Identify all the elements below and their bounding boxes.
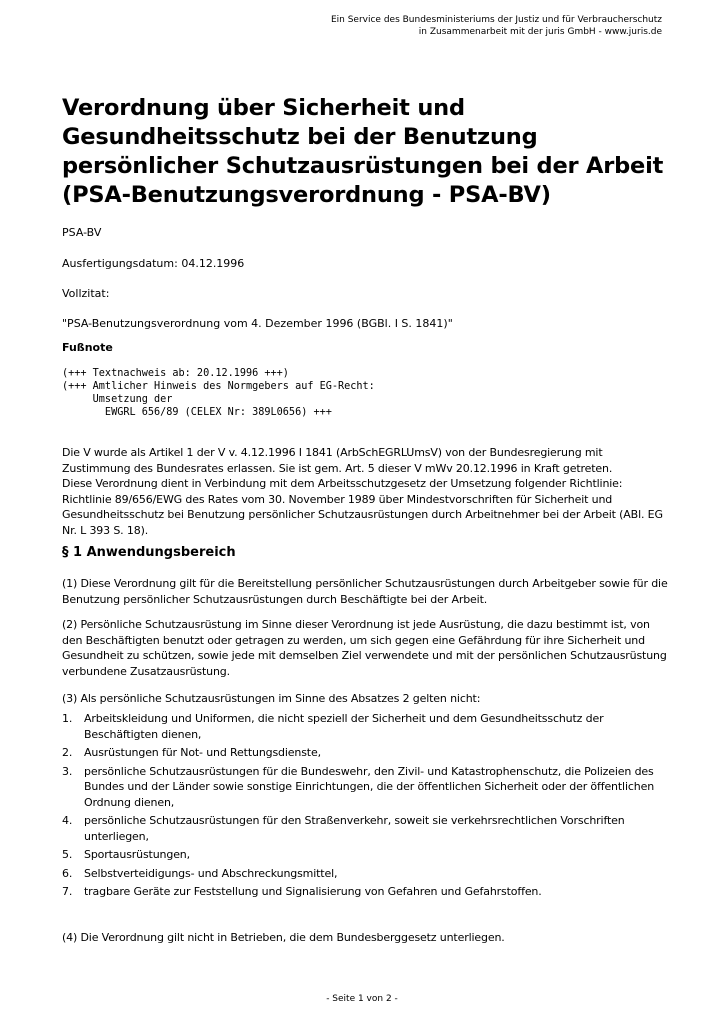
list-item	[62, 711, 670, 742]
service-line-2: in Zusammenarbeit mit der juris GmbH - www.juris.de	[418, 27, 662, 37]
paragraph-block	[62, 930, 670, 946]
section-heading: § 1 Anwendungsbereich	[62, 545, 236, 560]
paragraph-4: (4) Die Verordnung gilt nicht in Betrieben, die dem Bundesberggesetz unterliegen.	[62, 931, 505, 944]
ausfertigungsdatum: Ausfertigungsdatum: 04.12.1996	[62, 257, 245, 270]
list-item-text: persönliche Schutzausrüstungen für die Bundeswehr, den Zivil- und Katastrophenschutz, die Polizeien des Bundes und der Länder sowie sonstige Einrichtungen, die der öffentlichen Sicherheit oder der öffentlichen Ordnung dienen,	[84, 764, 655, 809]
paragraph-block	[62, 617, 670, 679]
list-item-text: Selbstverteidigungs- und Abschreckungsmittel,	[84, 866, 338, 880]
service-notice	[331, 14, 662, 38]
intro-block	[62, 445, 670, 538]
exclusion-list	[62, 711, 670, 903]
list-item	[62, 884, 670, 900]
paragraph-1: (1) Diese Verordnung gilt für die Bereitstellung persönlicher Schutzausrüstungen durch Arbeitgeber sowie für die Benutzung persönlicher Schutzausrüstungen durch Beschäftigte bei der Arbeit.	[62, 577, 668, 606]
fussnote-text: (+++ Textnachweis ab: 20.12.1996 +++) (+++ Amtlicher Hinweis des Normgebers auf EG-Recht: Umsetzung der EWGRL 656/89 (CELEX Nr: 389L0656) +++	[62, 368, 375, 418]
paragraph-3: (3) Als persönliche Schutzausrüstungen im Sinne des Absatzes 2 gelten nicht:	[62, 692, 481, 705]
list-item	[62, 764, 670, 811]
intro-paragraph-2: Diese Verordnung dient in Verbindung mit dem Arbeitsschutzgesetz der Umsetzung folgender Richtlinie: Richtlinie 89/656/EWG des Rates vom 30. November 1989 über Mindestvorschriften für Sicherheit und Gesundheitsschutz bei Benutzung persönlicher Schutzausrüstungen durch Arbeitnehmer bei der Arbeit (ABl. EG Nr. L 393 S. 18).	[62, 477, 663, 537]
list-item-number: 7.	[62, 885, 73, 898]
paragraph-2: (2) Persönliche Schutzausrüstung im Sinne dieser Verordnung ist jede Ausrüstung, die dazu bestimmt ist, von den Beschäftigten benutzt oder getragen zu werden, um sich gegen eine Gefährdung für ihre Sicherheit und Gesundheit zu schützen, sowie jede mit demselben Ziel verwendete und mit der persönlichen Schutzausrüstung verbundene Zusatzausrüstung.	[62, 618, 667, 678]
paragraph-block	[62, 576, 670, 607]
list-item	[62, 745, 670, 761]
vollzitat-label: Vollzitat:	[62, 287, 110, 300]
list-item-number: 6.	[62, 866, 73, 880]
paragraph-block	[62, 691, 670, 707]
list-item	[62, 847, 670, 863]
service-line-1: Ein Service des Bundesministeriums der Justiz und für Verbraucherschutz	[330, 15, 662, 25]
page-number: - Seite 1 von 2 -	[326, 994, 398, 1004]
abbreviation: PSA-BV	[62, 226, 102, 239]
list-item-number: 1.	[62, 712, 73, 725]
list-item-text: Arbeitskleidung und Uniformen, die nicht speziell der Sicherheit und dem Gesundheitsschutz der Beschäftigten dienen,	[84, 712, 604, 741]
section-1-heading-block	[62, 545, 670, 560]
list-item	[62, 813, 670, 844]
list-item-text: persönliche Schutzausrüstungen für den Straßenverkehr, soweit sie verkehrsrechtlichen Vorschriften unterliegen,	[84, 814, 625, 843]
document-title: Verordnung über Sicherheit und Gesundheitsschutz bei der Benutzung persönlicher Schutzausrüstungen bei der Arbeit (PSA-Benutzungsverordnung - PSA-BV)	[62, 95, 664, 208]
list-item-text: tragbare Geräte zur Feststellung und Signalisierung von Gefahren und Gefahrstoffen.	[84, 885, 542, 898]
list-item-number: 5.	[62, 848, 73, 861]
vollzitat: "PSA-Benutzungsverordnung vom 4. Dezember 1996 (BGBl. I S. 1841)"	[62, 317, 453, 330]
list-item-number: 4.	[62, 814, 73, 827]
list-item-text: Sportausrüstungen,	[84, 848, 190, 861]
list-item-number: 2.	[62, 746, 73, 759]
fussnote-label: Fußnote	[62, 341, 113, 354]
list-item-text: Ausrüstungen für Not- und Rettungsdienste,	[84, 746, 321, 759]
fussnote-block	[62, 367, 670, 419]
list-item	[62, 866, 670, 882]
intro-paragraph-1: Die V wurde als Artikel 1 der V v. 4.12.1996 I 1841 (ArbSchEGRLUmsV) von der Bundesregierung mit Zustimmung des Bundesrates erlassen. Sie ist gem. Art. 5 dieser V mWv 20.12.1996 in Kraft getreten.	[62, 446, 613, 475]
list-item-number: 3.	[62, 764, 73, 778]
